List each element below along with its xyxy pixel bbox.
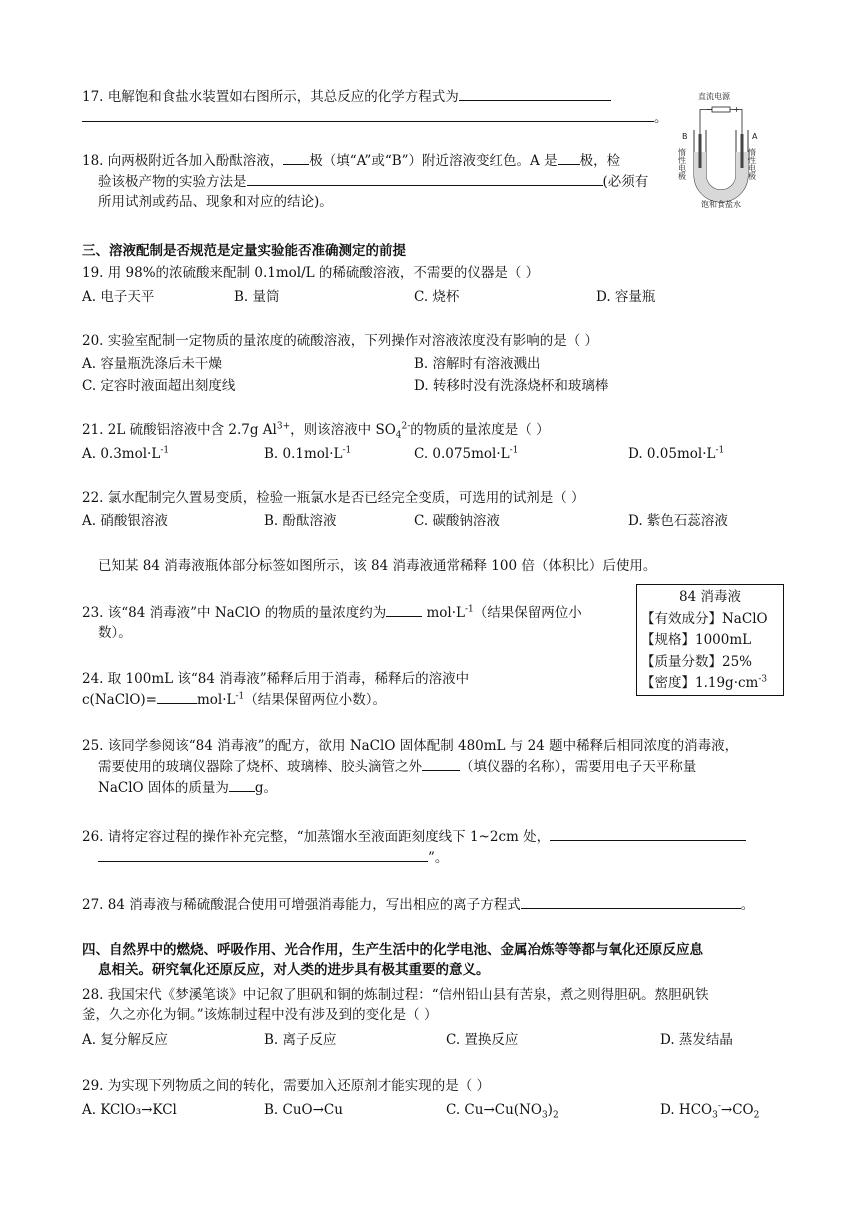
q18-part3: 极，检 xyxy=(579,153,621,169)
label-title: 84 消毒液 xyxy=(679,589,741,605)
answer-blank[interactable] xyxy=(558,150,580,165)
label-ingredient: 【有效成分】NaClO xyxy=(641,610,768,627)
q28-option-d[interactable]: D. 蒸发结晶 xyxy=(660,1032,733,1048)
answer-blank[interactable] xyxy=(157,689,197,704)
intro-84: 已知某 84 消毒液瓶体部分标签如图所示，该 84 消毒液通常稀释 100 倍（体积比）后使用。 xyxy=(98,558,657,574)
answer-blank[interactable] xyxy=(459,86,611,101)
answer-blank[interactable] xyxy=(550,826,746,841)
minus-sign: − xyxy=(706,105,713,114)
question-20 xyxy=(82,331,782,351)
q28-option-b[interactable]: B. 离子反应 xyxy=(264,1032,337,1048)
q18-part6: 所用试剂或药品、现象和对应的结论)。 xyxy=(98,194,333,210)
q20-text: 20. 实验室配制一定物质的量浓度的硫酸溶液，下列操作对溶液浓度没有影响的是（ ） xyxy=(82,333,599,349)
section-3-heading: 三、溶液配制是否规范是定量实验能否准确测定的前提 xyxy=(82,243,406,259)
question-28 xyxy=(82,985,782,1025)
q19-text: 19. 用 98%的浓硫酸来配制 0.1mol/L 的稀硫酸溶液，不需要的仪器是（ ） xyxy=(82,265,540,281)
question-25 xyxy=(82,736,782,798)
q18-part5: (必须有 xyxy=(602,174,649,190)
q20-option-a[interactable]: A. 容量瓶洗涤后未干燥 xyxy=(82,356,222,372)
q22-option-a[interactable]: A. 硝酸银溶液 xyxy=(82,513,168,529)
q28-option-c[interactable]: C. 置换反应 xyxy=(446,1032,519,1048)
question-26 xyxy=(82,826,782,868)
question-23 xyxy=(82,602,630,643)
q26-part1: 26. 请将定容过程的操作补充完整，“加蒸馏水至液面距刻度线下 1~2cm 处， xyxy=(82,829,551,845)
q29-option-b[interactable]: B. CuO→Cu xyxy=(264,1102,343,1118)
answer-blank[interactable] xyxy=(98,847,428,862)
section-4-heading xyxy=(82,940,782,980)
brine-label: 饱和食盐水 xyxy=(701,200,741,209)
label-density: 【密度】$1.19g\cdot cm^{-3}$ xyxy=(641,674,768,691)
q23-sup: -1 xyxy=(465,604,474,615)
q22-option-b[interactable]: B. 酚酞溶液 xyxy=(264,513,337,529)
q25-part1: 需要使用的玻璃仪器除了烧杯、玻璃棒、胶头滴管之外 xyxy=(98,759,422,775)
q24-part1: c(NaClO)= xyxy=(82,692,157,708)
answer-blank[interactable] xyxy=(229,777,255,792)
electrode-a-desc: 惰性电极 xyxy=(747,148,757,180)
q28-line1: 28. 我国宋代《梦溪笔谈》中记叙了胆矾和铜的炼制过程：“信州铅山县有苦泉，煮之则得胆矾。熬胆矾铁 xyxy=(82,987,709,1003)
answer-blank[interactable] xyxy=(386,602,422,617)
q24-sup: -1 xyxy=(235,691,245,702)
q21-sub: 4 xyxy=(395,430,402,441)
disinfectant-label xyxy=(636,584,784,696)
q20-option-c[interactable]: C. 定容时液面超出刻度线 xyxy=(82,378,236,394)
section-4-line2: 息相关。研究氧化还原反应，对人类的进步具有极其重要的意义。 xyxy=(98,962,490,978)
question-29 xyxy=(82,1076,782,1096)
answer-blank[interactable] xyxy=(521,894,741,909)
q24-unit: mol·L xyxy=(196,692,236,708)
question-21 xyxy=(82,420,782,440)
q22-option-c[interactable]: C. 碳酸钠溶液 xyxy=(414,513,500,529)
q21-option-d[interactable]: D. $0.05mol\cdot L^{-1}$ xyxy=(628,445,725,462)
q26-part2: ”。 xyxy=(428,850,449,866)
q22-text: 22. 氯水配制完久置易变质，检验一瓶氯水是否已经完全变质，可选用的试剂是（ ） xyxy=(82,490,585,506)
question-22 xyxy=(82,488,782,508)
question-19 xyxy=(82,263,782,283)
question-24 xyxy=(82,669,630,710)
q19-option-b[interactable]: B. 量筒 xyxy=(234,289,280,305)
q18-part4: 验该极产物的实验方法是 xyxy=(98,174,247,190)
q29-text: 29. 为实现下列物质之间的转化，需要加入还原剂才能实现的是（ ） xyxy=(82,1078,491,1094)
q20-option-d[interactable]: D. 转移时没有洗涤烧杯和玻璃棒 xyxy=(414,378,609,394)
q24-part2: （结果保留两位小数）。 xyxy=(244,692,387,708)
q19-option-c[interactable]: C. 烧杯 xyxy=(414,289,460,305)
q21-part2: ，则该溶液中 SO xyxy=(290,422,396,438)
electrode-a-letter: A xyxy=(752,132,758,141)
q18-part2: 极（填“A”或“B”）附近溶液变红色。A 是 xyxy=(309,153,558,169)
q27-end: 。 xyxy=(740,897,755,913)
q21-option-c[interactable]: C. $0.075mol\cdot L^{-1}$ xyxy=(414,445,519,462)
q25-line1: 25. 该同学参阅该“84 消毒液”的配方，欲用 NaClO 固体配制 480mL 与 24 题中稀释后相同浓度的消毒液， xyxy=(82,738,739,754)
q19-option-d[interactable]: D. 容量瓶 xyxy=(596,289,656,305)
electrode-b-desc: 惰性电极 xyxy=(677,148,687,180)
q28-line2: 釜，久之亦化为铜。”该炼制过程中没有涉及到的变化是（ ） xyxy=(82,1007,438,1023)
question-18 xyxy=(82,150,782,212)
q17-end: 。 xyxy=(654,110,668,126)
q18-part1: 18. 向两极附近各加入酚酞溶液， xyxy=(82,153,284,169)
answer-blank[interactable] xyxy=(422,756,460,771)
q23-part2: （结果保留两位小 xyxy=(473,605,582,621)
power-label: 直流电源 xyxy=(698,92,730,101)
q22-option-d[interactable]: D. 紫色石蕊溶液 xyxy=(628,513,728,529)
q20-option-b[interactable]: B. 溶解时有溶液溅出 xyxy=(414,356,541,372)
q19-option-a[interactable]: A. 电子天平 xyxy=(82,289,155,305)
q27-text: 27. 84 消毒液与稀硫酸混合使用可增强消毒能力，写出相应的离子方程式 xyxy=(82,897,521,913)
label-mass-fraction: 【质量分数】25% xyxy=(641,653,753,670)
q21-part1: 21. 2L 硫酸铝溶液中含 2.7g Al xyxy=(82,422,277,438)
q25-part3: NaClO 固体的质量为 xyxy=(98,780,229,796)
q23-unit: mol·L xyxy=(422,605,465,621)
section-4-line1: 四、自然界中的燃烧、呼吸作用、光合作用，生产生活中的化学电池、金属冶炼等等都与氧化还原反应息 xyxy=(82,942,703,958)
q29-option-d[interactable]: D. $HCO_3^-\to CO_2$ xyxy=(660,1101,760,1121)
q28-option-a[interactable]: A. 复分解反应 xyxy=(82,1032,168,1048)
q23-part1: 23. 该“84 消毒液”中 NaClO 的物质的量浓度约为 xyxy=(82,605,387,621)
q21-option-b[interactable]: B. $0.1mol\cdot L^{-1}$ xyxy=(264,445,352,462)
q21-sup: 3+ xyxy=(276,421,291,432)
answer-blank[interactable] xyxy=(247,171,603,186)
q21-part3: 的物质的量浓度是（ ） xyxy=(410,422,550,438)
q21-option-a[interactable]: A. $0.3mol\cdot L^{-1}$ xyxy=(82,445,170,462)
q29-option-c[interactable]: C. $Cu\to Cu(NO_3)_2$ xyxy=(446,1102,559,1121)
plus-sign: + xyxy=(733,105,740,114)
answer-blank[interactable] xyxy=(283,150,309,165)
q25-part4: g。 xyxy=(254,780,278,796)
label-volume: 【规格】1000mL xyxy=(641,632,752,648)
q17-text: 17. 电解饱和食盐水装置如右图所示，其总反应的化学方程式为 xyxy=(82,89,459,105)
q29-option-a[interactable]: A. KClO₃→KCl xyxy=(82,1102,177,1118)
q23-part3: 数）。 xyxy=(98,625,132,641)
q24-line1: 24. 取 100mL 该“84 消毒液”稀释后用于消毒，稀释后的溶液中 xyxy=(82,671,470,687)
electrode-b-letter: B xyxy=(682,132,688,141)
q21-sup2: 2- xyxy=(401,421,411,432)
answer-blank[interactable] xyxy=(82,107,654,122)
question-27 xyxy=(82,894,782,915)
q25-part2: （填仪器的名称），需要用电子天平称量 xyxy=(460,759,697,775)
